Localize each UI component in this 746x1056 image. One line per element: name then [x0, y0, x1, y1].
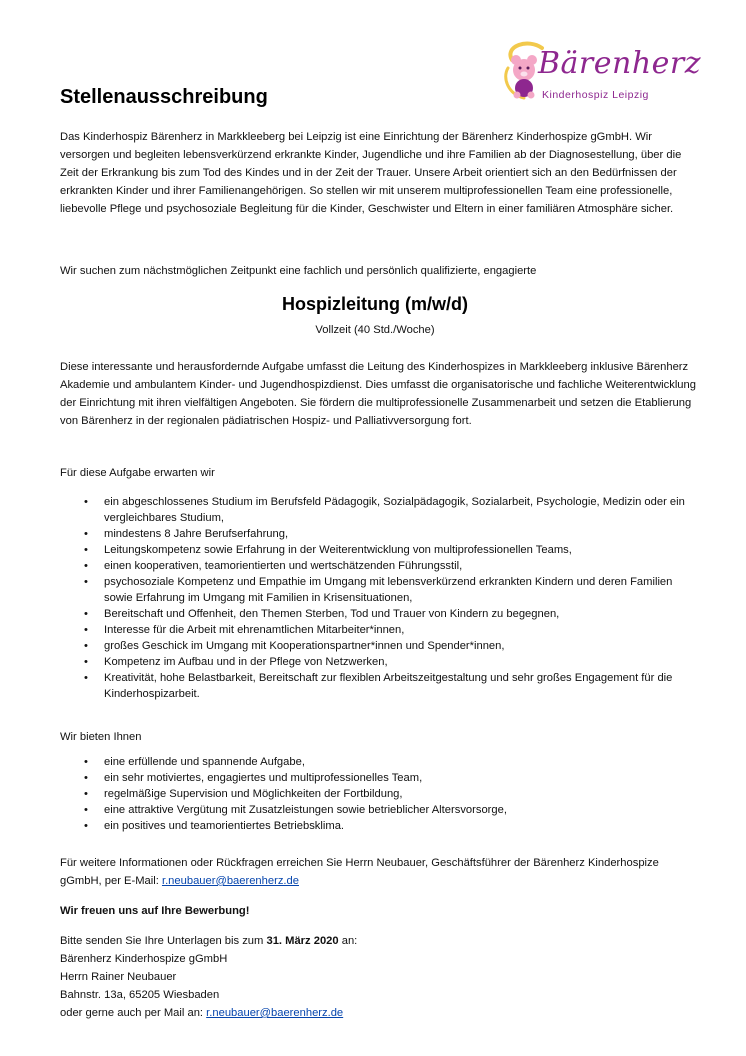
application-deadline-line — [60, 932, 700, 950]
bullet-icon: • — [84, 820, 88, 832]
bullet-icon: • — [84, 772, 88, 784]
list-item-text: eine erfüllende und spannende Aufgabe, — [104, 756, 305, 768]
list-item-text: psychosoziale Kompetenz und Empathie im Umgang mit lebensverkürzend erkrankten Kindern und deren Familien sowie Erfahrung im Umgang mit Familien in Krisensituationen, — [104, 576, 673, 604]
application-person: Herrn Rainer Neubauer — [60, 971, 177, 983]
offers-list — [60, 754, 700, 834]
application-company: Bärenherz Kinderhospize gGmbH — [60, 953, 228, 965]
bullet-icon: • — [84, 576, 88, 588]
list-item-text: Leitungskompetenz sowie Erfahrung in der Weiterentwicklung von multiprofessionellen Teams, — [104, 544, 572, 556]
list-item — [60, 754, 700, 770]
task-paragraph: Diese interessante und herausfordernde Aufgabe umfasst die Leitung des Kinderhospizes in Markkleeberg inklusive Bärenherz Akademie und ambulantem Kinder- und Jugendhospizdienst. Dies umfasst die organisatorische und fachliche Weiterentwicklung der Einrichtung mit ihren vielfältigen Angeboten. Sie fördern die multiprofessionelle Zusammenarbeit und setzen die Etablierung von Bärenherz in der regionalen pädiatrischen Hospiz- und Palliativversorgung fort. — [60, 361, 696, 427]
bullet-icon: • — [84, 528, 88, 540]
list-item-text: einen kooperativen, teamorientierten und wertschätzenden Führungsstil, — [104, 560, 463, 572]
requirements-list — [60, 494, 700, 702]
application-address: Bahnstr. 13a, 65205 Wiesbaden — [60, 989, 220, 1001]
offers-intro: Wir bieten Ihnen — [60, 731, 142, 743]
bullet-icon: • — [84, 544, 88, 556]
intro-paragraph: Das Kinderhospiz Bärenherz in Markkleeberg bei Leipzig ist eine Einrichtung der Bärenherz Kinderhospize gGmbH. Wir versorgen und begleiten lebensverkürzend erkrankte Kinder, Jugendliche und ihre Familien ab der Diagnosestellung, über die Zeit der Erkrankung bis zum Tod des Kindes und in der Zeit der Trauer. Unsere Arbeit orientiert sich an den Bedürfnissen der erkrankten Kinder und ihrer Familienangehörigen. So stellen wir mit unserem multiprofessionellen Team eine professionelle, liebevolle Pflege und psychosoziale Begleitung für die Kinder, Geschwister und Eltern in einer familiären Atmosphäre sicher. — [60, 131, 682, 215]
application-block — [60, 932, 700, 1022]
bullet-icon: • — [84, 496, 88, 508]
application-deadline: 31. März 2020 — [266, 935, 339, 947]
bullet-icon: • — [84, 756, 88, 768]
bullet-icon: • — [84, 640, 88, 652]
logo-subtitle: Kinderhospiz Leipzig — [542, 89, 649, 101]
list-item-text: Interesse für die Arbeit mit ehrenamtlichen Mitarbeiter*innen, — [104, 624, 405, 636]
list-item-text: Kompetenz im Aufbau und in der Pflege von Netzwerken, — [104, 656, 388, 668]
baerenherz-logo — [498, 38, 702, 110]
list-item — [60, 606, 700, 622]
bullet-icon: • — [84, 804, 88, 816]
application-mail-line — [60, 1004, 700, 1022]
bullet-icon: • — [84, 624, 88, 636]
list-item-text: ein sehr motiviertes, engagiertes und multiprofessionelles Team, — [104, 772, 423, 784]
application-mail-prefix: oder gerne auch per Mail an: — [60, 1007, 207, 1019]
page-title: Stellenausschreibung — [60, 86, 268, 108]
bullet-icon: • — [84, 672, 88, 684]
list-item — [60, 558, 700, 574]
list-item — [60, 542, 700, 558]
list-item-text: ein abgeschlossenes Studium im Berufsfeld Pädagogik, Sozialpädagogik, Sozialarbeit, Psychologie, Medizin oder ein vergleichbares Studium, — [104, 496, 685, 524]
list-item — [60, 494, 700, 526]
list-item — [60, 638, 700, 654]
list-item — [60, 818, 700, 834]
list-item-text: Bereitschaft und Offenheit, den Themen Sterben, Tod und Trauer von Kindern zu begegnen, — [104, 608, 560, 620]
bullet-icon: • — [84, 788, 88, 800]
search-paragraph: Wir suchen zum nächstmöglichen Zeitpunkt eine fachlich und persönlich qualifizierte, engagierte — [60, 265, 537, 277]
list-item-text: regelmäßige Supervision und Möglichkeiten der Fortbildung, — [104, 788, 403, 800]
job-hours: Vollzeit (40 Std./Woche) — [315, 324, 435, 336]
list-item — [60, 654, 700, 670]
list-item — [60, 786, 700, 802]
application-email-link[interactable]: r.neubauer@baerenherz.de — [206, 1007, 344, 1019]
contact-text: Für weitere Informationen oder Rückfragen erreichen Sie Herrn Neubauer, Geschäftsführer der Bärenherz Kinderhospize gGmbH, per E-Mail: — [60, 857, 659, 887]
contact-email-link[interactable]: r.neubauer@baerenherz.de — [161, 875, 299, 887]
application-prefix: Bitte senden Sie Ihre Unterlagen bis zum — [60, 935, 267, 947]
greeting: Wir freuen uns auf Ihre Bewerbung! — [60, 905, 250, 917]
bullet-icon: • — [84, 608, 88, 620]
contact-paragraph — [60, 854, 700, 890]
list-item-text: mindestens 8 Jahre Berufserfahrung, — [104, 528, 289, 540]
list-item-text: ein positives und teamorientiertes Betriebsklima. — [104, 820, 345, 832]
application-suffix: an: — [338, 935, 358, 947]
requirements-intro: Für diese Aufgabe erwarten wir — [60, 467, 215, 479]
bullet-icon: • — [84, 560, 88, 572]
list-item — [60, 770, 700, 786]
job-title: Hospizleitung (m/w/d) — [282, 294, 468, 314]
list-item-text: großes Geschick im Umgang mit Kooperationspartner*innen und Spender*innen, — [104, 640, 505, 652]
list-item — [60, 670, 700, 702]
list-item — [60, 802, 700, 818]
list-item-text: Kreativität, hohe Belastbarkeit, Bereitschaft zur flexiblen Arbeitszeitgestaltung und sehr großes Engagement für die Kinderhospizarbeit. — [104, 672, 673, 700]
list-item — [60, 622, 700, 638]
list-item — [60, 526, 700, 542]
list-item-text: eine attraktive Vergütung mit Zusatzleistungen sowie betrieblicher Altersvorsorge, — [104, 804, 507, 816]
bullet-icon: • — [84, 656, 88, 668]
logo-wordmark: Bärenherz — [538, 46, 702, 81]
list-item — [60, 574, 700, 606]
